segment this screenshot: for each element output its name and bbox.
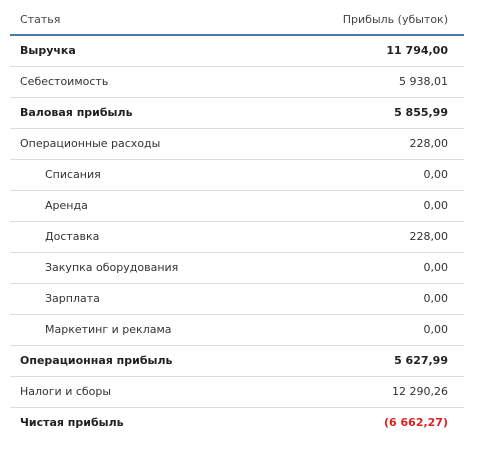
column-header-item: Статья [20, 13, 61, 26]
row-value: 0,00 [423, 292, 448, 305]
table-row-gross-profit [10, 98, 464, 129]
table-row-rent [10, 191, 464, 222]
row-value: 5 938,01 [399, 75, 448, 88]
row-value: 0,00 [423, 323, 448, 336]
table-row-net-profit [10, 408, 464, 438]
table-header [10, 0, 464, 36]
table-row-operating-profit [10, 346, 464, 377]
row-value: 0,00 [423, 199, 448, 212]
row-label: Себестоимость [20, 75, 109, 88]
row-label: Чистая прибыль [20, 416, 124, 429]
table-row-marketing [10, 315, 464, 346]
row-label: Операционные расходы [20, 137, 161, 150]
row-value: 0,00 [423, 168, 448, 181]
table-row-write-offs [10, 160, 464, 191]
row-value: 228,00 [409, 230, 448, 243]
row-label: Зарплата [45, 292, 100, 305]
row-value: 11 794,00 [386, 44, 448, 57]
table-row-revenue [10, 36, 464, 67]
column-header-value: Прибыль (убыток) [342, 13, 448, 26]
table-row-operating-expenses [10, 129, 464, 160]
row-label: Закупка оборудования [45, 261, 179, 274]
table-row-salary [10, 284, 464, 315]
row-label: Маркетинг и реклама [45, 323, 172, 336]
table-row-taxes [10, 377, 464, 408]
table-row-equipment-purchase [10, 253, 464, 284]
row-label: Операционная прибыль [20, 354, 173, 367]
row-label: Налоги и сборы [20, 385, 112, 398]
row-label: Списания [45, 168, 101, 181]
row-label: Доставка [45, 230, 100, 243]
row-label: Выручка [20, 44, 76, 57]
table-row-delivery [10, 222, 464, 253]
row-value: 228,00 [409, 137, 448, 150]
row-value: 5 855,99 [394, 106, 448, 119]
row-value: 0,00 [423, 261, 448, 274]
profit-loss-table [10, 0, 464, 438]
row-value: 5 627,99 [394, 354, 448, 367]
row-label: Валовая прибыль [20, 106, 133, 119]
row-label: Аренда [45, 199, 88, 212]
table-row-cost-of-goods [10, 67, 464, 98]
row-value: 12 290,26 [392, 385, 448, 398]
net-profit-value: (6 662,27) [384, 416, 448, 429]
